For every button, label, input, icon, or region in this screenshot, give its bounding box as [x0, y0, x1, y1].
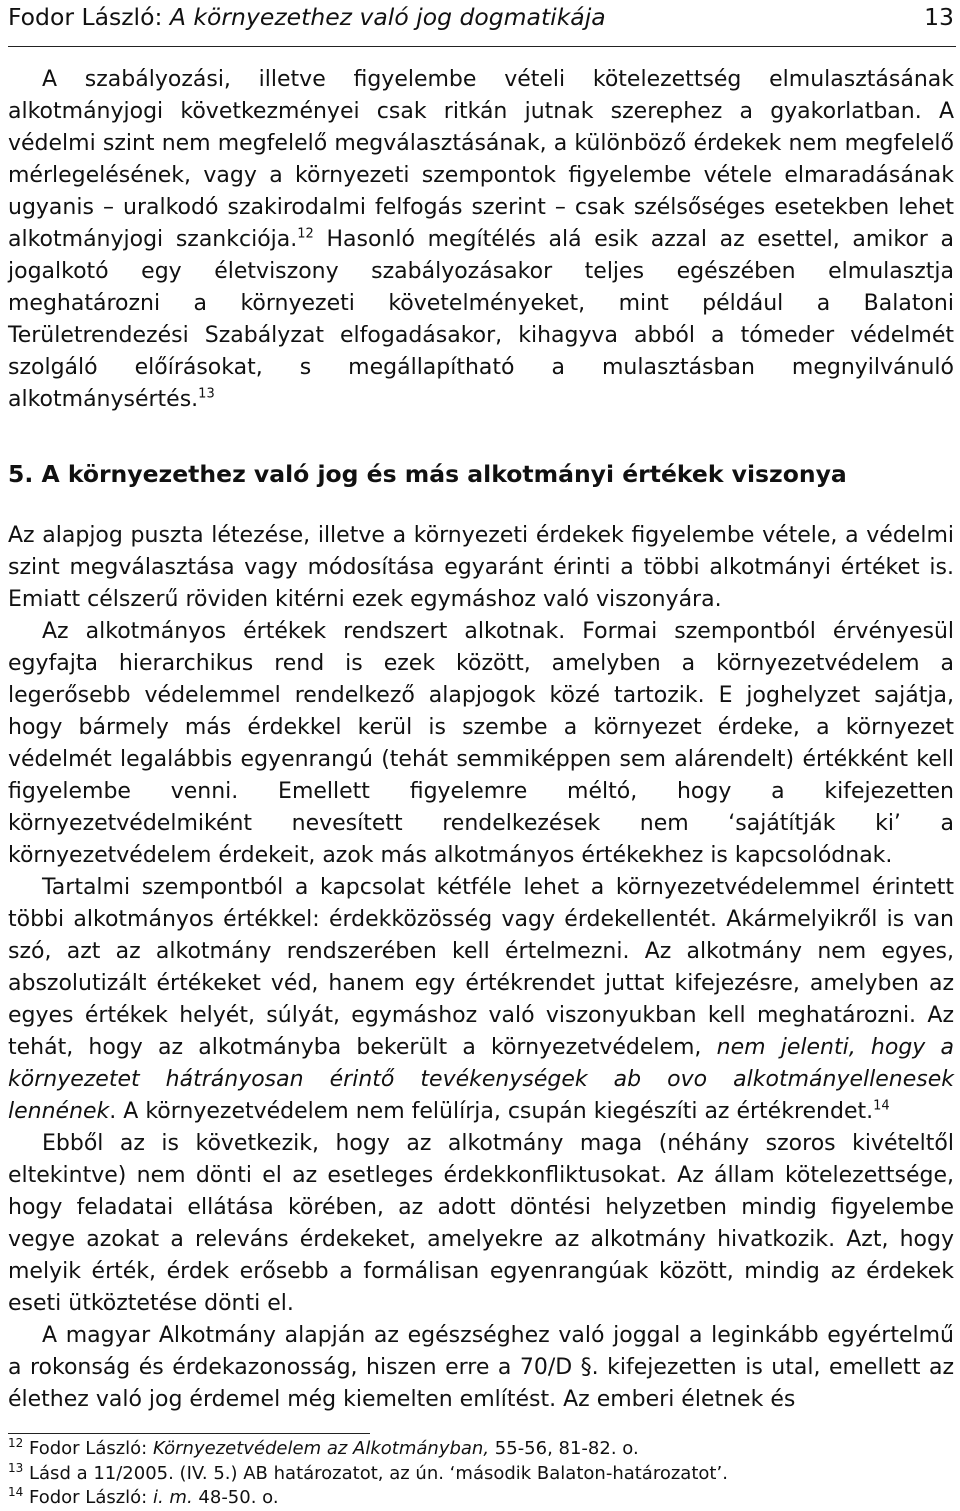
- footnote-italic: Környezetvédelem az Alkotmányban,: [152, 1438, 490, 1459]
- footnote-italic: i. m.: [152, 1487, 193, 1508]
- emphasized-text: nem jelenti, hogy a környezetet hátrányosan érintő tevékenységek ab ovo alkotmányellenesek lennének: [8, 1035, 955, 1124]
- section-heading: 5. A környezethez való jog és más alkotmányi értékek viszonya: [8, 460, 847, 488]
- footnote-ref-12[interactable]: 12: [297, 226, 314, 242]
- footnote-text: Lásd a 11/2005. (IV. 5.) AB határozatot, az ún. ‘második Balaton-határozatot’.: [23, 1462, 728, 1484]
- paragraph-3: [8, 616, 954, 872]
- footnote-text: 55-56, 81-82. o.: [489, 1438, 639, 1459]
- paragraph-text: A szabályozási, illetve figyelembe vételi kötelezettség elmulasztásának alkotmányjogi következményei csak ritkán jutnak szerephez a gyakorlatban. A védelmi szint nem megfelelő megválasztásának, a különböző érdekek nem megfelelő mérlegelésének, vagy a környezeti szempontok figyelembe vétele elmaradásának ugyanis – uralkodó szakirodalmi felfogás szerint – csak szélsőséges esetekben lehet alkotmányjogi szankciója.: [8, 67, 954, 252]
- header-author: Fodor László:: [8, 3, 170, 31]
- footnote-ref-14[interactable]: 14: [873, 1098, 890, 1114]
- paragraph-6: A magyar Alkotmány alapján az egészséghez való joggal a leginkább egyértelmű a rokonság és érdekazonosság, hiszen erre a 70/D §. kifejezetten is utal, emellett az élethez való jog érdemel még kiemelten említést. Az emberi életnek és: [8, 1323, 954, 1412]
- quoted-term: ‘sajátítják ki’: [728, 811, 901, 836]
- paragraph-text: Hasonló megítélés alá esik azzal az esettel, amikor a jogalkotó egy életviszony szabályozásakor teljes egészében elmulasztja meghatározni a környezeti követelményeket, mint például a Balatoni Területrendezési Szabályzat elfogadásakor, kihagyva abból a tómeder védelmét szolgáló előírásokat, s megállapítható a mulasztásban megnyilvánuló alkotmánysértés.: [8, 227, 954, 412]
- paragraph-4: [8, 872, 954, 1128]
- page-number: 13: [924, 3, 954, 31]
- footnote-text: Fodor László:: [23, 1487, 153, 1508]
- paragraph-text: . A környezetvédelem nem felülírja, csupán kiegészíti az értékrendet.: [109, 1099, 874, 1124]
- footnote-text: 48-50. o.: [192, 1487, 279, 1508]
- footnote-13: [8, 1462, 954, 1487]
- footnote-number: 14: [8, 1485, 24, 1499]
- paragraph-text: Tartalmi szempontból a kapcsolat kétféle lehet a környezetvédelemmel érintett többi alkotmányos értékkel: érdekközösség vagy érdekellentét. Akármelyikről is van szó, azt az alkotmány rendszerében kell értelmezni. Az alkotmány nem egyes, abszolutizált értékeket véd, hanem egy értékrendet juttat kifejezésre, amelyben az egyes értékek helyét, súlyát, egymáshoz való viszonyukban kell meghatározni. Az tehát, hogy az alkotmányba bekerült a környezetvédelem,: [8, 875, 954, 1060]
- paragraph-text: a környezetvédelem érdekeit, azok más alkotmányos értékekhez is kapcsolódnak.: [8, 811, 954, 868]
- paragraph-2: Az alapjog puszta létezése, illetve a környezeti érdekek figyelembe vétele, a védelmi szint megválasztása vagy módosítása egyaránt érinti a többi alkotmányi értéket is. Emiatt célszerű röviden kitérni ezek egymáshoz való viszonyára.: [8, 523, 954, 612]
- header-book-title: A környezethez való jog dogmatikája: [169, 3, 606, 31]
- footnote-number: 13: [8, 1460, 24, 1475]
- header-title: [8, 0, 606, 34]
- footnote-number: 12: [8, 1436, 24, 1450]
- footnote-separator: [8, 1433, 370, 1434]
- paragraph-5: Ebből az is következik, hogy az alkotmány maga (néhány szoros kivételtől eltekintve) nem dönti el az esetleges érdekkonfliktusokat. Az állam kötelezettsége, hogy feladatai ellátása körében, az adott döntési helyzetben mindig figyelembe vegye azokat a releváns érdekeket, amelyekre az alkotmány hivatkozik. Azt, hogy melyik érték, érdek erősebb a formálisan egyenrangúak között, mindig az érdekek eseti ütköztetése dönti el.: [8, 1131, 954, 1316]
- footnotes: [8, 1437, 954, 1511]
- paragraph-text: Az alkotmányos értékek rendszert alkotnak. Formai szempontból érvényesül egyfajta hierarchikus rend is ezek között, amelyben a környezetvédelem a legerősebb védelemmel rendelkező alapjogok közé tartozik. E joghelyzet sajátja, hogy bármely más érdekkel kerül is szembe a környezet érdeke, a környezet védelmét legalábbis egyenrangú (tehát semmiképpen sem alárendelt) értékként kell figyelembe venni. Emellett figyelemre méltó, hogy a kifejezetten környezetvédelmiként nevesített rendelkezések nem: [8, 619, 954, 836]
- page-body: [8, 64, 954, 1416]
- paragraph-1: [8, 64, 954, 416]
- footnote-ref-13[interactable]: 13: [198, 386, 215, 402]
- footnote-12: [8, 1437, 954, 1462]
- footnote-text: Fodor László:: [23, 1438, 153, 1459]
- running-header: [8, 0, 956, 47]
- footnote-14: [8, 1486, 954, 1511]
